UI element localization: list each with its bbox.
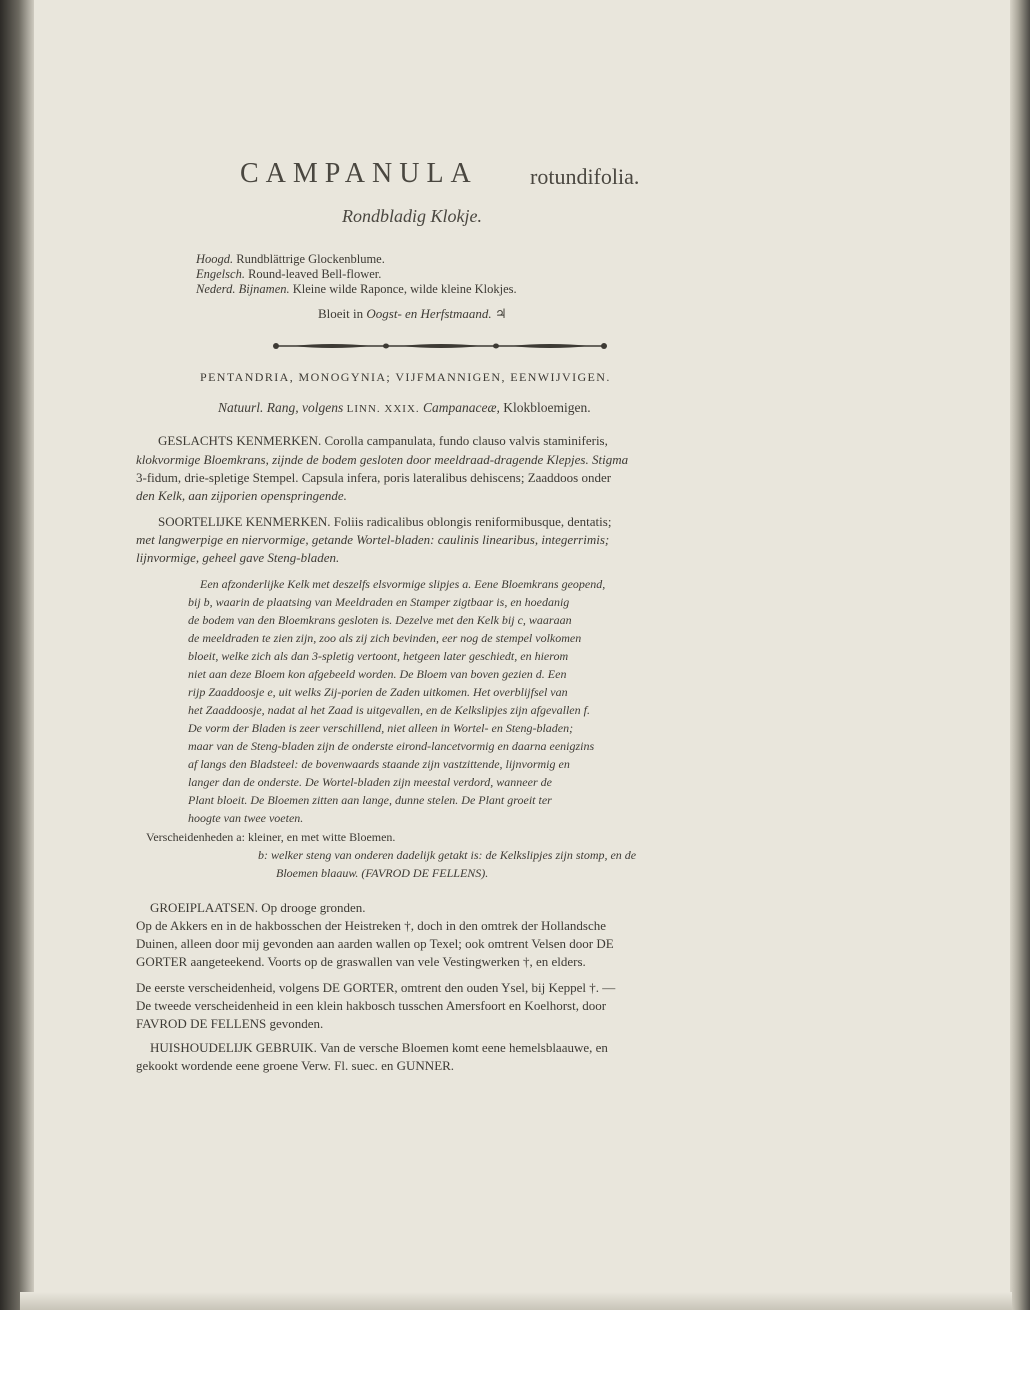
text-line: klokvormige Bloemkrans, zijnde de bodem gesloten door meeldraad-dragende Klepjes. Stigma (136, 452, 629, 467)
subtitle: Rondbladig Klokje. (342, 206, 482, 226)
text-line: langer dan de onderste. De Wortel-bladen zijn meestal verdord, wanneer de (188, 775, 552, 789)
text-line: De vorm der Bladen is zeer verschillend, niet alleen in Wortel- en Steng-bladen; (188, 721, 574, 735)
name-label: Nederd. Bijnamen. (196, 282, 290, 296)
text-line: Plant bloeit. De Bloemen zitten aan lange, dunne stelen. De Plant groeit ter (188, 793, 552, 807)
text-line: 3-fidum, drie-spletige Stempel. Capsula infera, poris lateralibus dehiscens; Zaaddoos onder (136, 470, 612, 485)
text-line: Bloemen blaauw. (FAVROD DE FELLENS). (276, 866, 489, 880)
text-line: de meeldraden te zien zijn, zoo als zij zich bevinden, eer nog de stempel volkomen (188, 631, 582, 645)
name-text: Rundblättrige Glockenblume. (236, 252, 385, 266)
text-line: Duinen, alleen door mij gevonden aan aarden wallen op Texel; ook omtrent Velsen door DE (136, 936, 614, 951)
text-line: gekookt wordende eene groene Verw. Fl. suec. en GUNNER. (136, 1058, 455, 1073)
text-line: De tweede verscheidenheid in een klein hakbosch tusschen Amersfoort en Koelhorst, door (136, 998, 607, 1013)
bloei-months: Oogst- en Herfstmaand. (366, 306, 492, 321)
text-line: het Zaaddoosje, nadat al het Zaad is uitgevallen, en de Kelkslipjes zijn afgevallen f. (188, 703, 590, 717)
text-line: SOORTELIJKE KENMERKEN. Foliis radicalibus oblongis reniformibusque, dentatis; (158, 514, 612, 529)
name-text: Round-leaved Bell-flower. (248, 267, 382, 281)
name-line (196, 252, 385, 267)
name-label: Engelsch. (196, 267, 245, 281)
name-line (196, 267, 381, 282)
text-line: De eerste verscheidenheid, volgens DE GORTER, omtrent den ouden Ysel, bij Keppel †. — (136, 980, 616, 995)
text-line: HUISHOUDELIJK GEBRUIK. Van de versche Bloemen komt eene hemelsblaauwe, en (150, 1040, 608, 1055)
title-genus: CAMPANULA (240, 158, 478, 189)
text-line: maar van de Steng-bladen zijn de onderste eirond-lancetvormig en daarna eenigzins (188, 739, 595, 753)
text-line: de bodem van den Bloemkrans gesloten is. Dezelve met den Kelk bij c, waaraan (188, 613, 572, 627)
text-line: GESLACHTS KENMERKEN. Corolla campanulata, fundo clauso valvis staminiferis, (158, 433, 608, 448)
text-line: lijnvormige, geheel gave Steng-bladen. (136, 550, 340, 565)
natural-rank-d: Klokbloemigen. (503, 400, 591, 415)
natural-rank (218, 400, 591, 416)
text-line: hoogte van twee voeten. (188, 811, 304, 825)
text-line: den Kelk, aan zijporien openspringende. (136, 488, 347, 503)
text-line: b: welker steng van onderen dadelijk getakt is: de Kelkslipjes zijn stomp, en de (258, 848, 637, 862)
name-line (196, 282, 517, 297)
page-edge (1010, 0, 1030, 1310)
bloei-line (318, 306, 507, 322)
text-line: GORTER aangeteekend. Voorts op de graswallen van vele Vestingwerken †, en elders. (136, 954, 586, 969)
text-line: niet aan deze Bloem kon afgebeeld worden. De Bloem van boven gezien d. Een (188, 667, 567, 681)
page-bottom-edge (20, 1292, 1012, 1310)
name-label: Hoogd. (196, 252, 234, 266)
classification: PENTANDRIA, MONOGYNIA; VIJFMANNIGEN, EENWIJVIGEN. (200, 370, 611, 384)
text-line: Een afzonderlijke Kelk met deszelfs elsvormige slipjes a. Eene Bloemkrans geopend, (200, 577, 606, 591)
text-line: bij b, waarin de plaatsing van Meeldraden en Stamper zigtbaar is, en hoedanig (188, 595, 570, 609)
book-spine (0, 0, 34, 1310)
natural-rank-c: Campanaceæ, (423, 400, 500, 415)
text-line: af langs den Bladsteel: de bovenwaards staande zijn vastzittende, lijnvormig en (188, 757, 570, 771)
text-line: bloeit, welke zich als dan 3-spletig vertoont, hetgeen later geschiedt, en hierom (188, 649, 569, 663)
natural-rank-a: Natuurl. Rang, volgens (218, 400, 344, 415)
decorative-rule (272, 338, 608, 354)
text-line: FAVROD DE FELLENS gevonden. (136, 1016, 324, 1031)
text-line: GROEIPLAATSEN. Op drooge gronden. (150, 900, 366, 915)
perennial-symbol: ♃ (494, 306, 507, 321)
text-line: rijp Zaaddoosje e, uit welks Zij-porien de Zaden uitkomen. Het overblijfsel van (188, 685, 568, 699)
bloei-prefix: Bloeit in (318, 306, 364, 321)
text-line: Verscheidenheden a: kleiner, en met witte Bloemen. (146, 830, 396, 844)
name-text: Kleine wilde Raponce, wilde kleine Klokjes. (292, 282, 517, 296)
natural-rank-b: LINN. XXIX. (346, 403, 420, 415)
text-line: met langwerpige en niervormige, getande Wortel-bladen: caulinis linearibus, integerrimis; (136, 532, 610, 547)
text-line: Op de Akkers en in de hakbosschen der Heistreken †, doch in den omtrek der Hollandsche (136, 918, 607, 933)
title-species: rotundifolia. (530, 164, 640, 189)
